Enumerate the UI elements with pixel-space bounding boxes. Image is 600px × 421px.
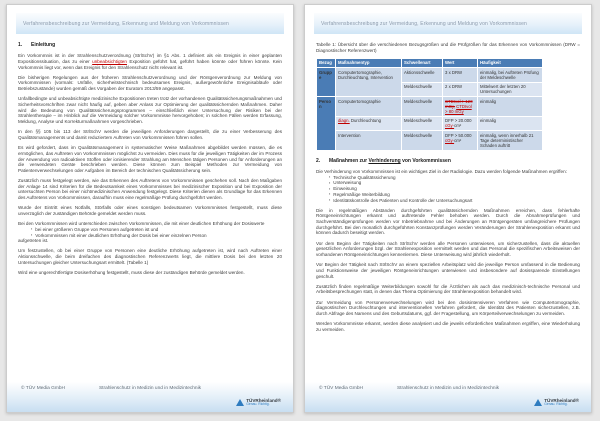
bullet-list (31, 227, 282, 238)
cell-schwellenart: Meldeschwelle (402, 97, 443, 117)
page-header-band (314, 13, 582, 34)
table-caption: Tabelle 1: Übersicht über die verschiedenen Bezugsgrößen und die Prüfgrößen für das Erkennen von Vorkommnissen (DRW = Diagnostischer Referenzwert) (316, 42, 580, 53)
paragraph: Vor dem Beginn der Tätigkeiten nach StrlSchV werden alle Personen unterwiesen, um sicherzustellen, dass die aktuellen gesetzlichen Anforderungen bzgl. der Strahlenexposition vermittelt werden und das Personal die spezifischen Arbeitsweisen der vorhandenen Röntgeneinrichtungen kennenlernen. Diese Unterweisung wird jährlich wiederholt. (316, 240, 580, 258)
paragraph: Vor Beginn der Tätigkeit nach StrlSchV an einem speziellen Arbeitsplatz wird die jeweilige Person umfassend in die Bedienung und Funktionsweise der jeweiligen Röntgeneinrichtungen unterwiesen und insbesondere auf dosissparende Einstellungen geschult. (316, 262, 580, 279)
section-title: Einleitung (31, 42, 56, 48)
paragraph: Werden Vorkommnisse erkannt, werden diese analysiert und die jeweils erforderlichen Maßnahmen ergriffen, eine Wiederholung zu vermeiden. (316, 321, 580, 332)
paragraph: Ein Vorkommnis ist in der Strahlenschutzverordnung (StrlSchV) im §1 Abs. 1 definiert als ein Ereignis in einer geplanten Expositionssituation, das zu einer unbeabsichtigten Exposition geführt hat, geführt haben könnte oder führen könnte. Kein Vorkommnis liegt vor, wenn das Ereignis für den Strahlenschutz nicht relevant ist. (18, 53, 282, 70)
section-number: 1. (18, 42, 23, 48)
tracked-change-insertion: Verhinderung (368, 157, 401, 164)
row-group-person: Person (317, 97, 336, 151)
tracked-change-insertion: cGy· (445, 137, 455, 143)
footer-copyright: © TÜV Media GmbH (319, 386, 363, 391)
cell-massnahme: Computertomographie (336, 97, 402, 117)
document-page-1 (6, 4, 294, 413)
row-group-gruppe: Gruppe (317, 68, 336, 97)
paragraph: Die bisherigen Regelungen aus der früheren Strahlenschutzverordnung und der Röntgenverordnung zur Meldung von Vorkommnissen (vormals: Unfälle, sicherheitstechnisch bedeutsames Ereignis, außergewöhnliche Ereignisabläufe oder Betriebszustände) wurden gemäß des Vorgaben der Euratom 2013/59 angepasst. (18, 74, 282, 92)
col-header-wert: Wert (443, 58, 478, 67)
tracked-change-insertion: cGy· (445, 123, 455, 129)
list-item: ▪ Regelmäßige Weiterbildung (329, 192, 580, 198)
page-footer (305, 382, 591, 412)
page-footer (7, 382, 293, 412)
tracked-change-insertion: diagn. (338, 118, 350, 124)
cell-haeufigkeit: einmalig, wenn innerhalb 21 Tage deterministischer Schaden auftritt (478, 131, 543, 151)
footer-copyright: © TÜV Media GmbH (21, 386, 65, 391)
cell-haeufigkeit: einmalig (478, 116, 543, 130)
bullet-list (329, 175, 580, 203)
cell-schwellenart: Meldeschwelle (402, 116, 443, 130)
table-row (317, 116, 543, 130)
logo-name: TÜVRheinland® (246, 398, 281, 404)
footer-center-text: Strahlenschutz in Medizin und in Medizintechnik (396, 386, 500, 391)
list-item: ▪ Identitätskontrolle des Patienten und Kontrolle der Untersuchungsart (329, 198, 580, 204)
table-row (317, 97, 543, 117)
paragraph: Zur Vermeidung von Personenverwechselungen wird bei den dosisintensiveren Verfahren wie Computertomographie, diagnostischen Durchleuchtungen und interventionellen Verfahren gefordert, die Identität des Patienten sicherzustellen, z.B. durch Abfrage des Namens und des Geburtsdatums, ggf. der Fragestellung, um Körperteilverwechselungen zu vermeiden. (316, 299, 580, 317)
section-heading-2: 2. Maßnahmen zur Verhinderung von Vorkommnissen (316, 157, 451, 164)
list-item: ▪ bei einer größeren Gruppe von Personen aufgetreten ist und (31, 227, 282, 233)
paragraph: Um festzustellen, ob bei einer Gruppe von Personen eine deutliche Erhöhung aufgetreten ist, wird nach Auftreten einer Aktionsschwelle, die beim dreifachen des diagnostischen Referenzwerts liegt, die mittlere Dosis bei den letzten 20 Untersuchungen gleicher Untersuchungsart ermittelt. (Tabelle 1) (18, 248, 282, 265)
section-heading-1 (18, 42, 282, 48)
col-header-massnahmentyp: Maßnahmentyp (336, 58, 402, 67)
cell-schwellenart: Aktionsschwelle (402, 68, 443, 82)
cell-haeufigkeit: einmalig, bei Auftreten Prüfung der Meldeschwelle (478, 68, 543, 82)
cell-massnahme: Intervention (336, 131, 402, 151)
cell-haeufigkeit: Mittelwert der letzten 20 Untersuchungen (478, 82, 543, 96)
logo-tagline: Genau. Richtig. (246, 402, 270, 407)
tuev-rheinland-logo (236, 398, 281, 407)
logo-name: TÜVRheinland® (544, 398, 579, 404)
thresholds-table (316, 58, 543, 151)
footer-center-text: Strahlenschutz in Medizin und in Medizintechnik (98, 386, 202, 391)
cell-wert (443, 97, 478, 117)
col-header-bezug: Bezug (317, 58, 336, 67)
cell-massnahme: diagn. Durchleuchtung (336, 116, 402, 130)
paragraph: Wird eine ungerechtfertigte Dosiserhöhung festgestellt, muss diese der zuständigen Behörde gemeldet werden. (18, 270, 245, 275)
cell-wert: DFP > 50.000 cGy·cm² (443, 131, 478, 151)
list-item: ▪ Unterweisung (329, 180, 580, 186)
paragraph: In den §§ 105 bis 113 der StrlSchV werden die jeweiligen Anforderungen dargestellt, die zu einer Verbesserung des Qualitätsmanagements und damit reduziertem Auftreten von Vorkommnissen führen sollen. (18, 129, 282, 140)
paragraph: Die Verhinderung von Vorkommnissen ist ein wichtiges Ziel in der Radiologie. Dazu werden folgende Maßnahmen ergriffen: (316, 169, 567, 175)
list-item: ▪ Einweisung (329, 186, 580, 192)
col-header-haeufigkeit: Häufigkeit (478, 58, 543, 67)
cell-massnahme: Computertomographie, Durchleuchtung, Intervention (336, 68, 402, 97)
paragraph: Zusätzlich muss festgelegt werden, wie das Erkennen des Auftretens von Vorkommnissen geschehen soll. Nach den Maßgaben der Anlage 14 sind Kriterien für die Bedeutsamkeit eines Vorkommnisses bei medizinischer Exposition und bei Exposition der untersuchten Person bei einer nichtmedizinischen Anwendung festgelegt. Diese Kriterien dienen als Grundlage für das Erkennen des Auftretens von Vorkommnissen, daraufhin muss eine regelmäßige Prüfung durchgeführt werden. (18, 178, 282, 201)
table-row (317, 131, 543, 151)
cell-schwellenart: Meldeschwelle (402, 131, 443, 151)
document-title: Verfahrensbeschreibung zur Vermeidung, Erkennung und Meldung von Vorkommnissen (23, 20, 229, 27)
cell-wert: 2 x DRW (443, 82, 478, 96)
logo-tagline: Genau. Richtig. (544, 402, 568, 407)
document-page-2 (304, 4, 592, 413)
col-header-schwellenart: Schwellenart (402, 58, 443, 67)
paragraph: Unfallbedingte und unbeabsichtigte medizinische Expositionen treten trotz der vorhandenen Qualitätssicherungsmaßnahmen und Sicherheitsvorschriften zwar nicht häufig auf, geben aber Anlass zur Optimierung der qualitätssichernden Maßnahmen. Daher wird die Bedeutung von Qualitätssicherungsprogrammen – einschließlich einer Untersuchung der Risiken bei der Strahlentherapie – im Hinblick auf die Vermeidung solcher Vorkommnisse hervorgehoben; in solchen Fällen werden Erfassung, Meldung, Analyse und Korrekturmaßnahmen vorgeschrieben. (18, 96, 282, 125)
paragraph: Wurde der Eintritt eines Notfalls, Störfalls oder eines sonstigen bedeutsamen Vorkommnisses festgestellt, muss diese unverzüglich der zuständigen Behörde gemeldet werden muss. (18, 205, 282, 216)
table-row (317, 68, 543, 82)
page-1-content (18, 42, 282, 276)
paragraph: aufgetreten ist. (18, 238, 49, 244)
document-title: Verfahrensbeschreibung zur Vermeidung, Erkennung und Meldung von Vorkommnissen (321, 20, 527, 27)
cell-haeufigkeit: einmalig (478, 97, 543, 117)
page-header-band (16, 13, 284, 34)
tracked-change-deletion: CTDIvol > 120 mGy, (445, 98, 473, 109)
tuev-triangle-icon (534, 399, 542, 406)
table-header-row (317, 58, 543, 67)
tuev-rheinland-logo (534, 398, 579, 407)
paragraph: Die in regelmäßigen Abständen durchgeführten qualitätssichernden Maßnahmen erreichen, dass fehlerhafte Röntgeneinrichtungen erkannt und auftretende Fehler behoben werden. Durch die Abnahmeprüfungen und Sachverständigenprüfungen werden vor Inbetriebnahme und bei Änderungen an Röntgengeräten umfangreichere Prüfungen durchgeführt. Bei den monatlich durchgeführten Konstanzprüfungen werden Veränderungen der Strahlenexposition erkannt und können dadurch beseitigt werden. (316, 207, 580, 236)
paragraph: Es wird gefordert, dass im Qualitätsmanagement in systematischer Weise Maßnahmen abgebildet werden müssen, die es ermöglichen, das Auftreten von Vorkommnissen möglichst zu vermeiden. Dies muss für die jeweiligen Tätigkeiten der im Prozess der Anwendung von radioaktiven Stoffen oder ionisierender Strahlung am Menschen tätigen Personen und für Anforderungen an die verwendeten Geräte beschrieben werden. Diese können zum Beispiel Methoden zur Vermeidung von Patientenverwechselungen oder Aufgaben im Bereich der technischen Qualitätssicherung sein. (18, 145, 282, 173)
list-item: ▪ Vorkommnissen mit einer deutlichen Erhöhung der Dosis bei einer einzelnen Person (31, 233, 282, 239)
cell-schwellenart: Meldeschwelle (402, 82, 443, 96)
list-item: ▪ Technische Qualitätssicherung (329, 175, 580, 181)
paragraph: Zusätzlich finden regelmäßige Weiterbildungen sowohl für die Ärztlichen als auch das medizinisch-technische Personal und Arbeitsbesprechungen statt, in denen das Thema Optimierung der Strahlenexposition behandelt wird. (316, 283, 580, 295)
cell-wert: 3 x DRW (443, 68, 478, 82)
page-2-content (316, 42, 580, 333)
tracked-change-insertion: unbeabsichtigten (92, 58, 127, 64)
tuev-triangle-icon (236, 399, 244, 406)
paragraph: Bei den Vorkommnissen wird unterschieden zwischen Vorkommnissen, die mit einer deutlichen Erhöhung der Dosiswerte (18, 221, 265, 227)
tracked-change-insertion: CTDIvol > 80 mGy (445, 103, 472, 115)
section-number: 2. (316, 157, 321, 164)
cell-wert: DFP > 20.000 cGy·cm² (443, 116, 478, 130)
